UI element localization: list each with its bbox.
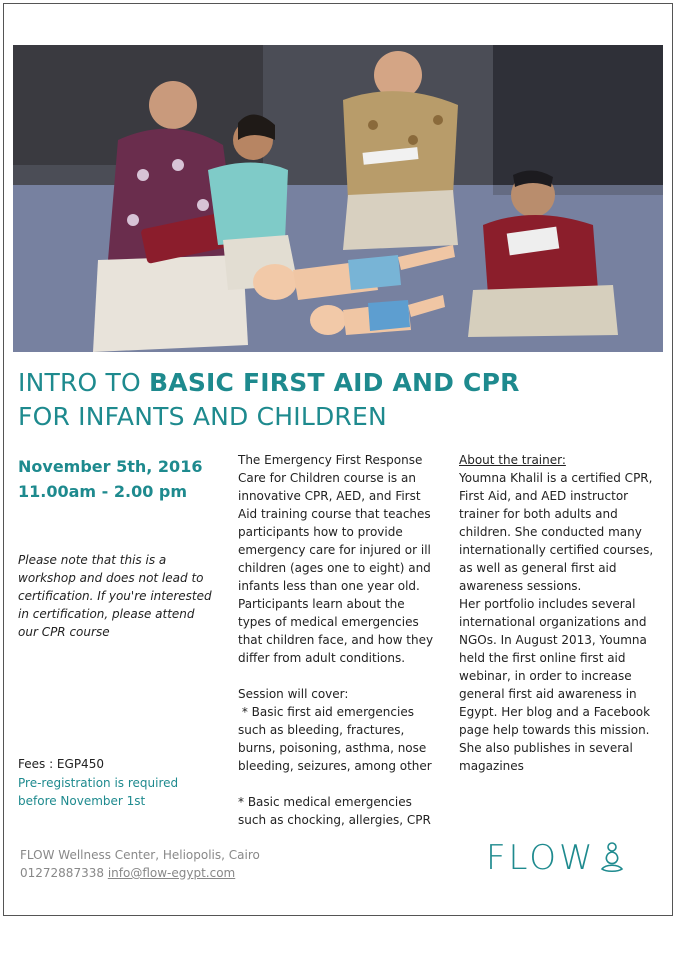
page-title [18,366,658,434]
session-item-1: * Basic first aid emergencies such as bleeding, fractures, burns, poisoning, asthma, nose bleeding, seizures, among other [238,705,432,773]
title-line-2: FOR INFANTS AND CHILDREN [18,402,387,431]
title-prefix: INTRO TO [18,368,150,397]
session-heading: Session will cover: [238,687,349,701]
certification-note: Please note that this is a workshop and does not lead to certification. If you're interested in certification, please attend our CPR course [18,553,212,639]
meditation-figure-icon [600,841,624,875]
flow-logo [486,838,624,878]
trainer-heading: About the trainer: [459,453,566,467]
fees: Fees : EGP450 [18,757,104,771]
footer-contact [20,864,260,882]
event-datetime [18,454,202,504]
session-item-2: * Basic medical emergencies such as chocking, allergies, CPR [238,795,431,827]
cpr-training-photo [13,45,663,352]
event-date: November 5th, 2016 [18,457,203,476]
footer-phone: 01272887338 [20,866,104,880]
title-bold: BASIC FIRST AID AND CPR [149,368,520,397]
preregistration-note: Pre-registration is required before November 1st [18,776,179,808]
trainer-section [459,451,659,775]
footer-email-link[interactable]: info@flow-egypt.com [107,866,236,880]
title-line-1 [18,366,658,400]
course-description [238,451,438,829]
trainer-bio-1: Youmna Khalil is a certified CPR, First Aid, and AED instructor trainer for both adults and children. She conducted many internationally certified courses, as well as general first aid awareness sessions. [459,471,654,593]
course-description-text: The Emergency First Response Care for Children course is an innovative CPR, AED, and First Aid training course that teaches participants how to provide emergency care for injured or ill children (ages one to eight) and infants less than one year old. Participants learn about the types of medical emergencies that children face, and how they differ from adult conditions. [238,453,434,665]
event-time: 11.00am - 2.00 pm [18,482,188,501]
footer-location: FLOW Wellness Center, Heliopolis, Cairo [20,848,260,862]
footer [20,846,260,882]
flow-logo-text: FLOW [486,838,596,878]
trainer-bio-2: Her portfolio includes several international organizations and NGOs. In August 2013, Youmna held the first online first aid webinar, in order to increase general first aid awareness in Egypt. Her blog and a Facebook page help towards this mission. She also publishes in several magazines [459,597,651,773]
